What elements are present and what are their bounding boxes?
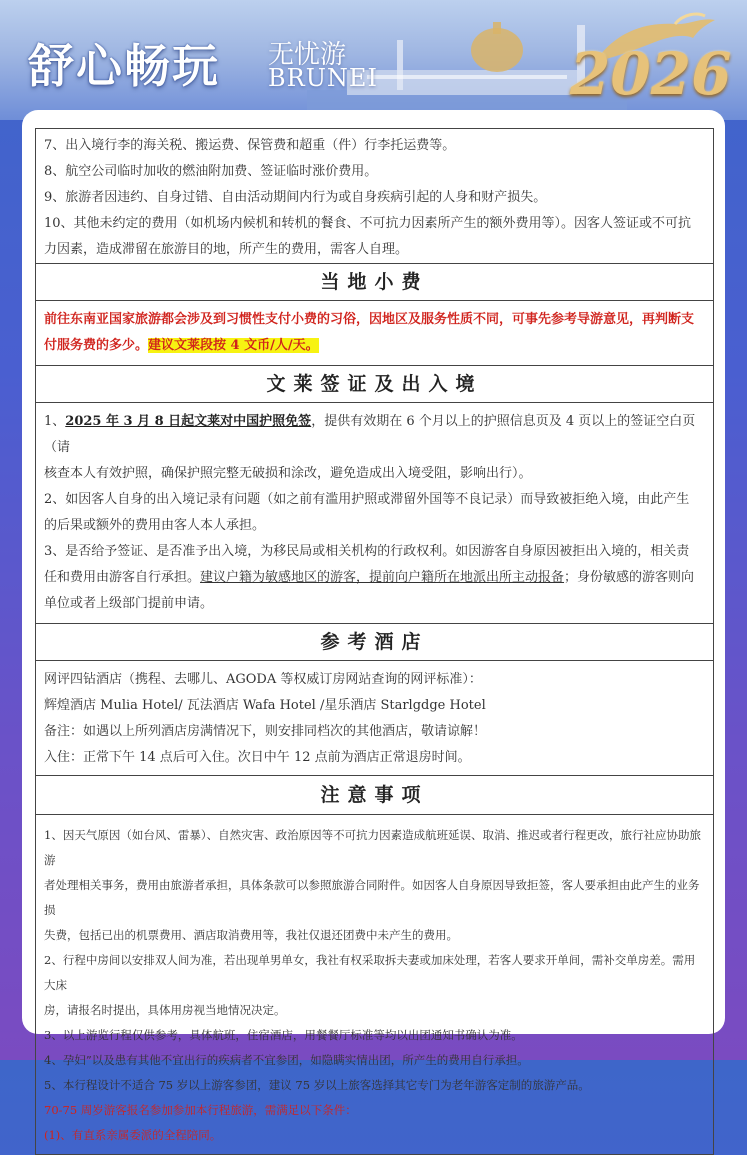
section-title-hotel: 参考酒店 — [36, 623, 713, 661]
note-item-continued: 房，请报名时提出，具体用房视当地情况决定。 — [44, 1003, 286, 1017]
hotel-line: 网评四钻酒店（携程、去哪儿、AGODA 等权威订房网站查询的网评标准）： — [44, 672, 482, 687]
note-item: 3、以上游览行程仅供参考，具体航班，住宿酒店，用餐餐厅标准等均以出团通知书确认为准。 — [44, 1028, 523, 1042]
note-item-continued: 失费，包括已出的机票费用、酒店取消费用等，我社仅退还团费中未产生的费用。 — [44, 928, 458, 942]
header-banner — [0, 0, 747, 120]
note-item: 5、本行程设计不适合 75 岁以上游客参团，建议 75 岁以上旅客选择其它专门为老年游客定制的旅游产品。 — [44, 1078, 590, 1092]
visa-section — [36, 403, 713, 623]
hotel-remark: 备注：如遇以上所列酒店房满情况下，则安排同档次的其他酒店，敬请谅解！ — [44, 724, 487, 739]
section-title-visa: 文莱签证及出入境 — [36, 365, 713, 403]
fee-item: 7、出入境行李的海关税、搬运费、保管费和超重（件）行李托运费等。 — [44, 138, 456, 153]
year-logo: 2026 — [570, 40, 732, 108]
section-title-tips: 当地小费 — [36, 263, 713, 301]
hotel-names: 辉煌酒店 Mulia Hotel/ 瓦法酒店 Wafa Hotel /星乐酒店 Starlgdge Hotel — [44, 698, 486, 713]
visa-item-continued: 单位或者上级部门提前申请。 — [44, 596, 214, 611]
visa-item-continued: 任和费用由游客自行承担。建议户籍为敏感地区的游客，提前向户籍所在地派出所主动报备；身份敏感的游客则向 — [44, 570, 695, 585]
brand-subtitle: 无忧游 — [268, 40, 347, 70]
content-card — [22, 110, 725, 1142]
age-condition-item: (1)、有直系亲属委派的全程陪同。 — [44, 1128, 222, 1142]
visa-item: 3、是否给予签证、是否准予出入境，为移民局或相关机构的行政权利。如因游客自身原因被拒出入境的，相关责 — [44, 544, 690, 559]
age-condition-note: 70-75 周岁游客报名参加参加本行程旅游，需满足以下条件： — [44, 1103, 357, 1117]
excluded-fees-section — [36, 129, 713, 263]
fee-item: 10、其他未约定的费用（如机场内候机和转机的餐食、不可抗力因素所产生的额外费用等）。因客人签证或不可抗 — [44, 216, 692, 231]
tips-section — [36, 301, 713, 365]
visa-item-continued: 核查本人有效护照，确保护照完整无破损和涂改，避免造成出入境受阻，影响出行）。 — [44, 466, 532, 481]
tips-note-line2: 付服务费的多少。建议文莱段按 4 文币/人/天。 — [44, 338, 319, 353]
note-item: 4、孕妇”以及患有其他不宜出行的疾病者不宜参团，如隐瞒实情出团，所产生的费用自行承担。 — [44, 1053, 529, 1067]
visa-item-continued: 的后果或额外的费用由客人本人承担。 — [44, 518, 266, 533]
notes-section — [36, 815, 713, 1154]
section-title-notes: 注意事项 — [36, 775, 713, 815]
hotel-section — [36, 661, 713, 775]
fee-item: 8、航空公司临时加收的燃油附加费、签证临时涨价费用。 — [44, 164, 378, 179]
brand-country: BRUNEI — [268, 64, 378, 92]
hotel-checkin: 入住：正常下午 14 点后可入住。次日中午 12 点前为酒店正常退房时间。 — [44, 750, 471, 765]
household-registration-advice: 建议户籍为敏感地区的游客，提前向户籍所在地派出所主动报备 — [200, 570, 565, 585]
fee-item-continued: 力因素，造成滞留在旅游目的地，所产生的费用，需客人自理。 — [44, 242, 409, 257]
tips-recommendation: 建议文莱段按 4 文币/人/天。 — [148, 338, 319, 353]
note-item: 1、因天气原因（如台风、雷暴）、自然灾害、政治原因等不可抗力因素造成航班延误、取消、推迟或者行程更改，旅行社应协助旅游 — [44, 828, 702, 867]
note-item: 2、行程中房间以安排双人间为准，若出现单男单女，我社有权采取拆夫妻或加床处理，若客人要求开单间，需补交单房差。需用大床 — [44, 953, 696, 992]
brand-title: 舒心畅玩 — [28, 39, 220, 93]
note-item-continued: 者处理相关事务，费用由旅游者承担，具体条款可以参照旅游合同附件。如因客人自身原因导致拒签，客人要承担由此产生的业务损 — [44, 878, 700, 917]
visa-free-notice: 2025 年 3 月 8 日起文莱对中国护照免签 — [65, 414, 312, 429]
visa-item: 1、2025 年 3 月 8 日起文莱对中国护照免签，提供有效期在 6 个月以上的护照信息页及 4 页以上的签证空白页（请 — [44, 414, 696, 455]
tips-note: 前往东南亚国家旅游都会涉及到习惯性支付小费的习俗，因地区及服务性质不同，可事先参考导游意见，再判断支 — [44, 312, 695, 327]
content-table — [35, 128, 714, 1155]
visa-item: 2、如因客人自身的出入境记录有问题（如之前有滥用护照或滞留外国等不良记录）而导致被拒绝入境，由此产生 — [44, 492, 690, 507]
fee-item: 9、旅游者因违约、自身过错、自由活动期间内行为或自身疾病引起的人身和财产损失。 — [44, 190, 547, 205]
